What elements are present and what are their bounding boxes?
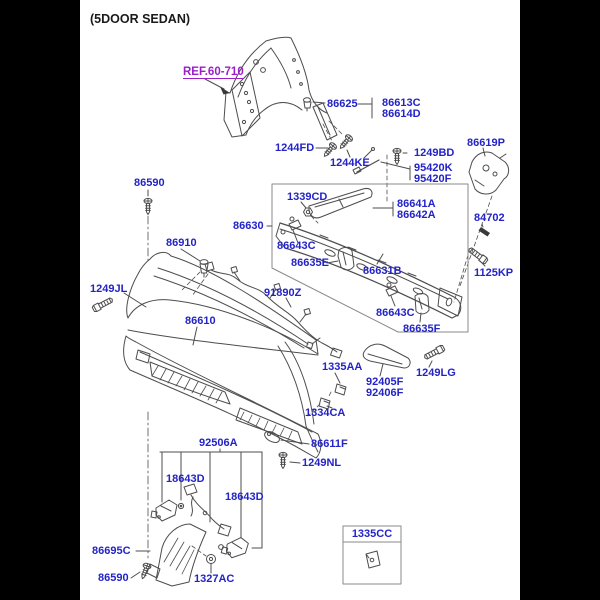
part-labels-layer <box>80 0 520 600</box>
part-label-95420K[interactable]: 95420K <box>414 162 453 174</box>
part-label-86625[interactable]: 86625 <box>327 98 358 110</box>
part-label-92405F[interactable]: 92405F <box>366 376 404 388</box>
part-label-86614D[interactable]: 86614D <box>382 108 421 120</box>
part-label-86643C-left[interactable]: 86643C <box>277 240 316 252</box>
part-label-95420F[interactable]: 95420F <box>414 173 452 185</box>
part-label-92506A[interactable]: 92506A <box>199 437 238 449</box>
part-label-18643D-left[interactable]: 18643D <box>166 473 205 485</box>
part-label-86590-bottom[interactable]: 86590 <box>98 572 129 584</box>
part-label-86635E[interactable]: 86635E <box>291 257 329 269</box>
part-label-1334CA[interactable]: 1334CA <box>305 407 346 419</box>
part-label-1249LG[interactable]: 1249LG <box>416 367 456 379</box>
part-label-1249NL[interactable]: 1249NL <box>302 457 342 469</box>
part-label-86590-top[interactable]: 86590 <box>134 177 165 189</box>
part-label-84702[interactable]: 84702 <box>474 212 505 224</box>
part-label-86910[interactable]: 86910 <box>166 237 197 249</box>
part-label-86641A[interactable]: 86641A <box>397 198 436 210</box>
part-label-1339CD[interactable]: 1339CD <box>287 191 328 203</box>
part-label-18643D-right[interactable]: 18643D <box>225 491 264 503</box>
part-label-1335AA[interactable]: 1335AA <box>322 361 363 373</box>
part-label-86635F[interactable]: 86635F <box>403 323 441 335</box>
part-label-1327AC[interactable]: 1327AC <box>194 573 235 585</box>
diagram-title: (5DOOR SEDAN) <box>90 12 191 26</box>
diagram-paper <box>80 0 520 600</box>
part-label-86613C[interactable]: 86613C <box>382 97 421 109</box>
part-label-86643C-right[interactable]: 86643C <box>376 307 415 319</box>
part-label-1335CC[interactable]: 1335CC <box>351 528 393 540</box>
ref-60-710-link[interactable]: REF.60-710 <box>183 66 244 78</box>
part-label-86631B[interactable]: 86631B <box>363 265 402 277</box>
part-label-1244FD[interactable]: 1244FD <box>275 142 315 154</box>
part-label-86610[interactable]: 86610 <box>185 315 216 327</box>
part-label-86611F[interactable]: 86611F <box>311 438 348 450</box>
part-label-1125KP[interactable]: 1125KP <box>474 267 514 279</box>
part-label-86630[interactable]: 86630 <box>233 220 264 232</box>
part-label-86695C[interactable]: 86695C <box>92 545 131 557</box>
part-label-1244KE[interactable]: 1244KE <box>330 157 370 169</box>
part-label-86642A[interactable]: 86642A <box>397 209 436 221</box>
part-label-1249JL[interactable]: 1249JL <box>90 283 128 295</box>
part-label-91890Z[interactable]: 91890Z <box>264 287 302 299</box>
part-label-92406F[interactable]: 92406F <box>366 387 404 399</box>
part-label-86619P[interactable]: 86619P <box>467 137 505 149</box>
part-label-1249BD[interactable]: 1249BD <box>414 147 455 159</box>
